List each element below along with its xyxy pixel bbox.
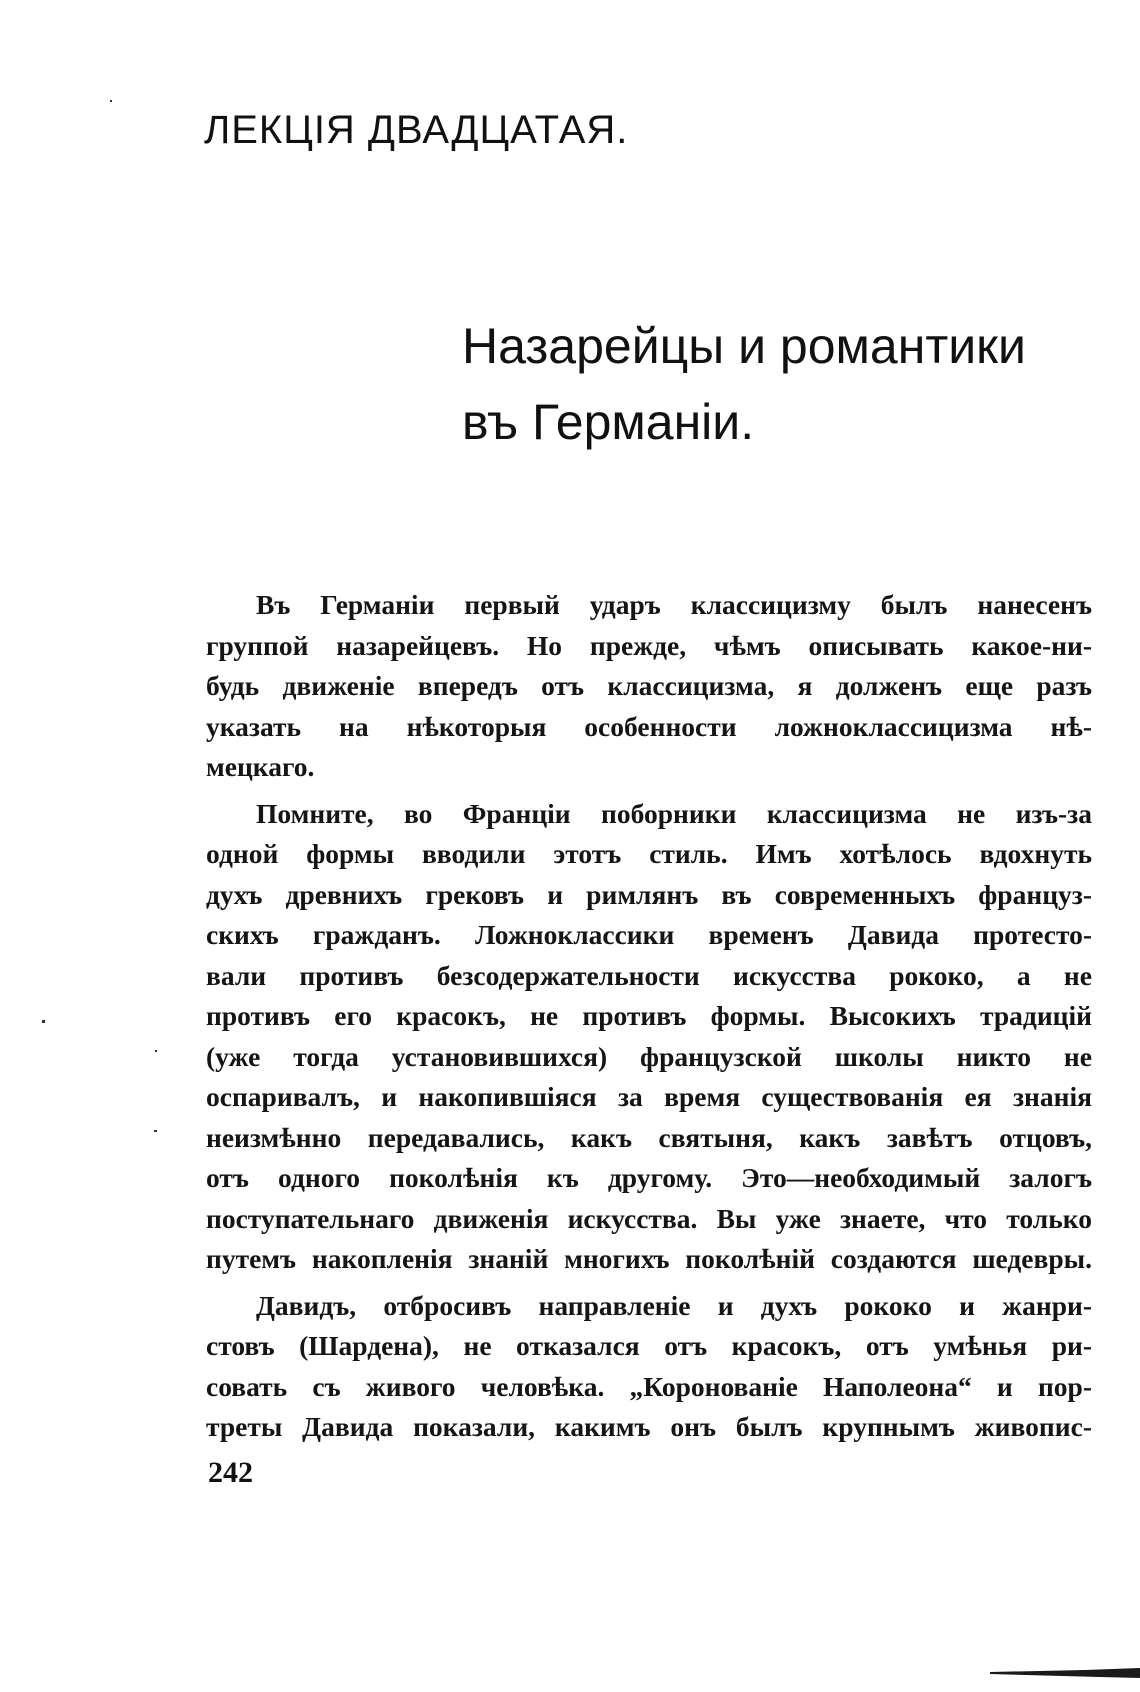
text-line: духъ древнихъ грековъ и римлянъ въ современныхъ француз- bbox=[206, 878, 1092, 910]
paragraph-1 bbox=[206, 585, 1092, 788]
page-number: 242 bbox=[208, 1456, 253, 1489]
text-line: оспаривалъ, и накопившіяся за время существованія ея знанія bbox=[206, 1081, 1092, 1112]
lecture-heading: ЛЕКЦІЯ ДВАДЦАТАЯ. bbox=[204, 108, 629, 152]
text-line: Помните, во Франціи поборники классицизма не изъ-за bbox=[256, 797, 1092, 829]
text-line: вали противъ безсодержательности искусства рококо, а не bbox=[206, 959, 1092, 991]
paragraph-3 bbox=[206, 1286, 1092, 1448]
text-line: отъ одного поколѣнія къ другому. Это—необходимый залогъ bbox=[206, 1162, 1092, 1193]
scan-speck bbox=[42, 1020, 45, 1023]
chapter-title-line-2: въ Германіи. bbox=[462, 394, 755, 450]
scan-smudge bbox=[990, 1666, 1140, 1680]
chapter-title bbox=[462, 308, 1026, 460]
text-line: треты Давида показали, какимъ онъ былъ крупнымъ живопис- bbox=[206, 1411, 1092, 1442]
scan-speck bbox=[110, 100, 112, 102]
text-line: скихъ гражданъ. Ложноклассики временъ Давида протесто- bbox=[206, 919, 1092, 950]
text-line: путемъ накопленія знаній многихъ поколѣній создаются шедевры. bbox=[206, 1243, 1092, 1274]
text-line: (уже тогда установившихся) французской школы никто не bbox=[206, 1040, 1092, 1072]
text-line: противъ его красокъ, не противъ формы. Высокихъ традицій bbox=[206, 1000, 1092, 1031]
text-line: Давидъ, отбросивъ направленіе и духъ рококо и жанри- bbox=[256, 1289, 1092, 1321]
text-line: указать на нѣкоторыя особенности ложноклассицизма нѣ- bbox=[206, 710, 1092, 742]
text-line: совать съ живого человѣка. „Коронованіе Наполеона“ и пор- bbox=[206, 1370, 1092, 1402]
text-line: будь движеніе впередъ отъ классицизма, я долженъ еще разъ bbox=[206, 670, 1092, 701]
scan-speck bbox=[155, 1050, 157, 1052]
body-text bbox=[206, 585, 1092, 1454]
text-line: неизмѣнно передавались, какъ святыня, какъ завѣтъ отцовъ, bbox=[206, 1121, 1092, 1153]
text-line: группой назарейцевъ. Но прежде, чѣмъ описывать какое-ни- bbox=[206, 629, 1092, 661]
text-line: Въ Германіи первый ударъ классицизму былъ нанесенъ bbox=[256, 589, 1092, 620]
text-line: стовъ (Шардена), не отказался отъ красокъ, отъ умѣнья ри- bbox=[206, 1330, 1092, 1361]
text-line: поступательнаго движенія искусства. Вы уже знаете, что только bbox=[206, 1202, 1092, 1234]
text-line: мецкаго. bbox=[206, 751, 315, 782]
chapter-title-line-1: Назарейцы и романтики bbox=[462, 318, 1026, 374]
text-line: одной формы вводили этотъ стиль. Имъ хотѣлось вдохнуть bbox=[206, 838, 1092, 869]
scan-speck bbox=[154, 1130, 157, 1132]
paragraph-2 bbox=[206, 794, 1092, 1280]
